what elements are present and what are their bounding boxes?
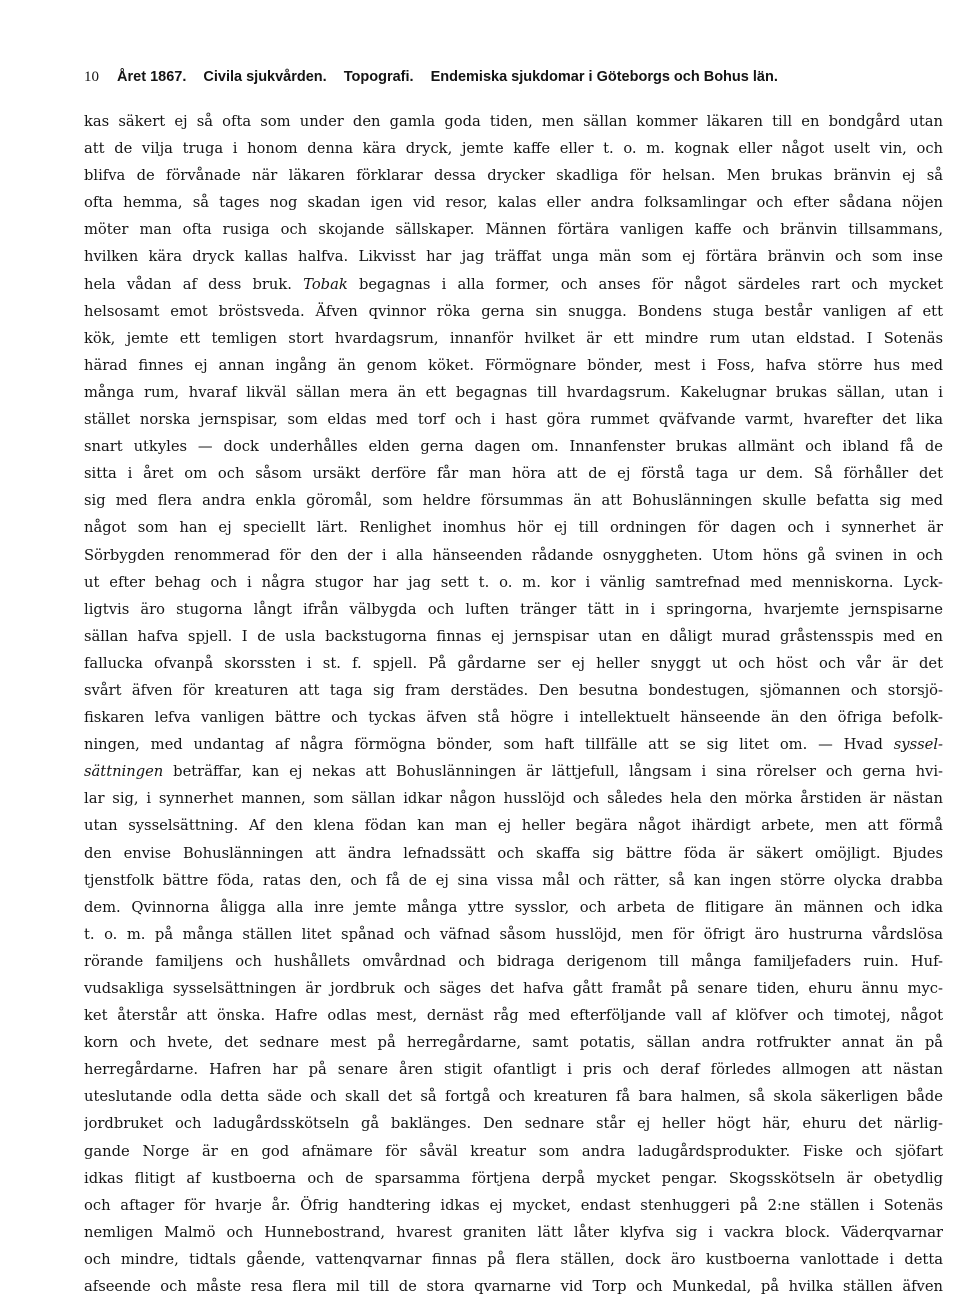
- text-line: kas säkert ej så ofta som under den gamla goda tiden, men sällan kommer läkaren till en bondgård utan: [84, 113, 943, 130]
- italic-term: syssel-: [893, 736, 943, 754]
- header-section-endemiska: Endemiska sjukdomar i Göteborgs och Bohus län.: [430, 69, 778, 85]
- text-line: korn och hvete, det sednare mest på herregårdarne, samt potatis, sällan andra rotfrukter annat än på: [84, 1034, 943, 1052]
- text-line: Sörbygden renommerad för den der i alla hänseenden rådande osnyggheten. Utom höns gå svinen in och: [84, 546, 943, 564]
- text-line: och mindre, tidtals gående, vattenqvarnar finnas på flera ställen, dock äro kustboerna vanlottade i detta: [84, 1250, 943, 1268]
- text-line: sitta i året om och såsom ursäkt derföre får man höra att de ej förstå taga ur dem. Så förhåller det: [84, 465, 943, 483]
- text-line: snart utkyles — dock underhålles elden gerna dagen om. Innanfenster brukas allmänt och ibland få de: [84, 438, 943, 456]
- text-line: ut efter behag och i några stugor har jag sett t. o. m. kor i vänlig samtrefnad med menniskorna. Lyck-: [84, 573, 943, 591]
- text-line: utan sysselsättning. Af den klena födan kan man ej heller begära något ihärdigt arbete, men att förmå: [84, 817, 943, 835]
- text-line: t. o. m. på många ställen litet spånad och väfnad såsom husslöjd, men för öfrigt äro hustrurna vårdslösa: [84, 925, 943, 943]
- text-segment: beträffar, kan ej nekas att Bohuslänningen är lättjefull, långsam i sina rörelser och gerna hvi-: [163, 763, 943, 781]
- text-line: jordbruket och ladugårdsskötseln gå baklänges. Den sednare står ej heller högt här, ehuru det närlig-: [84, 1115, 943, 1133]
- text-line: ket återstår att önska. Hafre odlas mest, dernäst råg med efterföljande vall af klöfver och timotej, något: [84, 1007, 943, 1025]
- text-line: svårt äfven för kreaturen att taga sig fram derstädes. Den besutna bondestugen, sjömannen och storsjö-: [84, 681, 943, 699]
- body-text: [84, 108, 943, 1300]
- header-year: Året 1867.: [117, 69, 187, 85]
- header-section-topografi: Topografi.: [343, 69, 414, 85]
- text-line: dem. Qvinnorna åligga alla inre jemte många yttre sysslor, och arbeta de flitigare än männen och idka: [84, 898, 943, 916]
- text-line: att de vilja truga i honom denna kära dryck, jemte kaffe eller t. o. m. kognak eller något uselt vin, och: [84, 140, 943, 158]
- text-line: idkas flitigt af kustboerna och de sparsamma förtjena derpå mycket pengar. Skogsskötseln är obetydlig: [84, 1169, 943, 1187]
- text-line: [84, 271, 943, 298]
- text-segment: ningen, med undantag af några förmögna bönder, som haft tillfälle att se sig litet om. — Hvad: [84, 736, 894, 754]
- text-line: afseende och måste resa flera mil till de stora qvarnarne vid Torp och Munkedal, på hvilka ställen äfven: [84, 1278, 943, 1296]
- text-line: nemligen Malmö och Hunnebostrand, hvarest graniten lätt låter klyfva sig i vackra block. Väderqvarnar: [84, 1223, 943, 1241]
- text-line: den envise Bohuslänningen att ändra lefnadssätt och skaffa sig bättre föda är säkert omöjligt. Bjudes: [84, 844, 943, 862]
- text-line: kök, jemte ett temligen stort hvardagsrum, innanför hvilket är ett mindre rum utan eldstad. I Sotenäs: [84, 329, 943, 347]
- text-line: hvilken kära dryck kallas halfva. Likvisst har jag träffat unga män som ej förtära bränvin och som inse: [84, 248, 943, 266]
- text-line: sig med flera andra enkla göromål, som heldre försummas än att Bohuslänningen skulle befatta sig med: [84, 492, 943, 510]
- text-line: ofta hemma, så tages nog skadan igen vid resor, kalas eller andra folksamlingar och efter sådana nöjen: [84, 194, 943, 212]
- text-line: stället norska jernspisar, som eldas med torf och i hast göra rummet qväfvande varmt, hvarefter det lika: [84, 411, 943, 429]
- text-line: uteslutande odla detta säde och skall det så fortgå och kreaturen få bara halmen, så skola säkerligen både: [84, 1088, 943, 1106]
- running-header: [84, 64, 874, 90]
- text-line: sällan hafva spjell. I de usla backstugorna finnas ej jernspisar utan en dåligt murad gråstensspis med en: [84, 627, 943, 645]
- text-line: [84, 731, 943, 758]
- text-line: vudsakliga sysselsättningen är jordbruk och säges det hafva gått framåt på senare tiden, ehuru ännu myc-: [84, 980, 943, 997]
- text-line: möter man ofta rusiga och skojande sällskaper. Männen förtära vanligen kaffe och bränvin tillsammans,: [84, 221, 943, 239]
- text-line: och aftager för hvarje år. Öfrig handtering idkas ej mycket, endast stenhuggeri på 2:ne ställen i Sotenäs: [84, 1196, 943, 1214]
- text-line: fiskaren lefva vanligen bättre och tyckas äfven stå högre i intellektuelt hänseende än den öfriga befolk-: [84, 709, 943, 727]
- text-segment: hela vådan af dess bruk.: [84, 275, 304, 293]
- text-line: lar sig, i synnerhet mannen, som sällan idkar någon husslöjd och således hela den mörka årstiden är nästan: [84, 790, 943, 808]
- text-line: blifva de förvånade när läkaren förklarar dessa drycker skadliga för helsan. Men brukas bränvin ej så: [84, 167, 943, 185]
- text-line: gande Norge är en god afnämare för såväl kreatur som andra ladugårdsprodukter. Fiske och sjöfart: [84, 1142, 943, 1160]
- text-segment: begagnas i alla former, och anses för något särdeles rart och mycket: [347, 275, 943, 293]
- page-number: 10: [84, 69, 99, 85]
- text-line: många rum, hvaraf likväl sällan mera än ett begagnas till hvardagsrum. Kakelugnar brukas sällan, utan i: [84, 383, 943, 401]
- italic-term: sättningen: [84, 763, 164, 781]
- text-line: helsosamt emot bröstsveda. Äfven qvinnor röka gerna sin snugga. Bondens stuga består vanligen af ett: [84, 302, 943, 320]
- italic-term: Tobak: [303, 275, 348, 293]
- text-line: herregårdarne. Hafren har på senare åren stigit ofantligt i pris och deraf förledes allmogen att nästan: [84, 1061, 943, 1079]
- text-line: tjenstfolk bättre föda, ratas den, och få de ej sina vissa mål och rätter, så kan ingen större olycka drabba: [84, 871, 943, 889]
- text-line: rörande familjens och hushållets omvårdnad och bidraga derigenom till många familjefaders ruin. Huf-: [84, 952, 943, 970]
- header-section-civila: Civila sjukvården.: [203, 69, 327, 85]
- text-line: härad finnes ej annan ingång än genom köket. Förmögnare bönder, mest i Foss, hafva större hus med: [84, 356, 943, 374]
- text-line: fallucka ofvanpå skorssten i st. f. spjell. På gårdarne ser ej heller snyggt ut och höst och vår är det: [84, 654, 943, 672]
- text-line: [84, 758, 943, 785]
- text-line: något som han ej speciellt lärt. Renlighet inomhus hör ej till ordningen för dagen och i synnerhet är: [84, 519, 943, 537]
- text-line: ligtvis äro stugorna långt ifrån välbygda och luften tränger tätt in i springorna, hvarjemte jernspisarne: [84, 600, 943, 618]
